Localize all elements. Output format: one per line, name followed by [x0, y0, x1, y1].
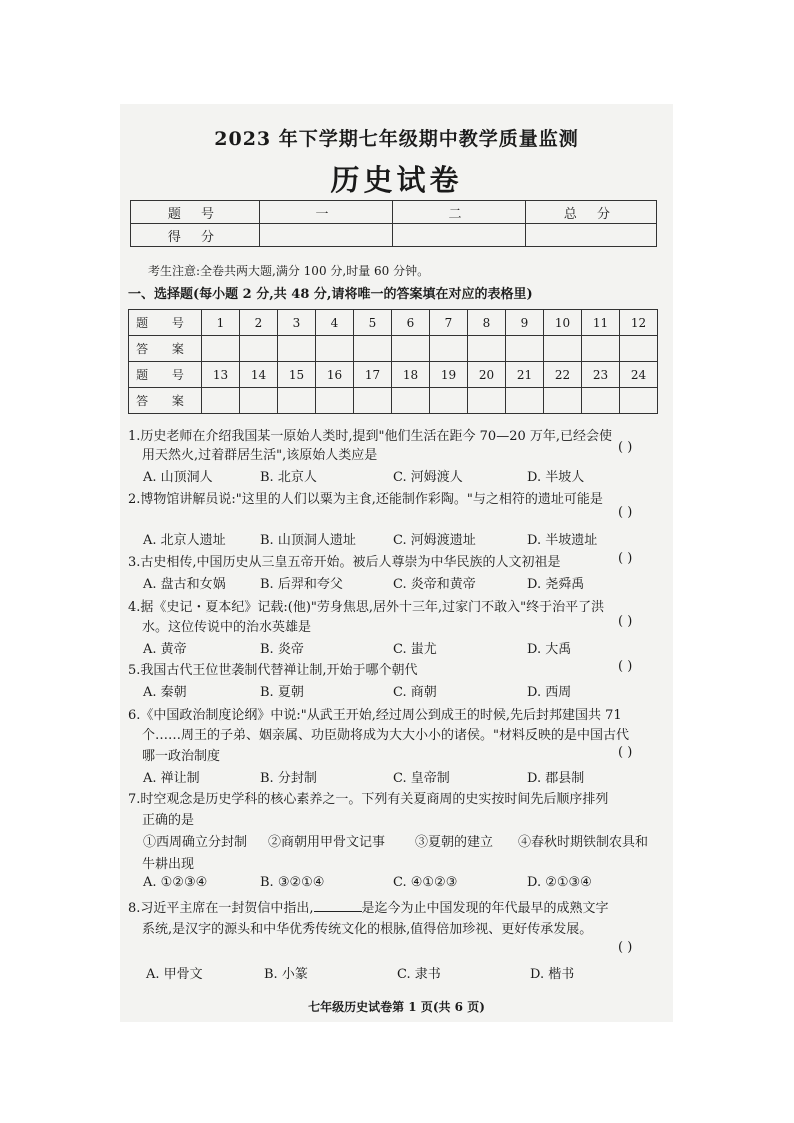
score-cell — [526, 224, 657, 247]
answer-cell[interactable] — [392, 388, 430, 414]
answer-table — [128, 309, 658, 414]
q7-item-4: ④春秋时期铁制农具和 — [518, 835, 649, 850]
question-number: 8 — [468, 310, 506, 336]
q6-option-b: B. 分封制 — [260, 771, 317, 786]
q7-item-3: ③夏朝的建立 — [415, 835, 494, 850]
q7-item-2: ②商朝用甲骨文记事 — [268, 835, 386, 850]
question-number: 23 — [582, 362, 620, 388]
answer-cell[interactable] — [620, 388, 658, 414]
question-number: 20 — [468, 362, 506, 388]
question-number: 9 — [506, 310, 544, 336]
q2-option-d: D. 半坡遗址 — [527, 533, 598, 548]
question-number: 22 — [544, 362, 582, 388]
q3-option-c: C. 炎帝和黄帝 — [393, 577, 476, 592]
answer-cell[interactable] — [468, 336, 506, 362]
answer-cell[interactable] — [544, 388, 582, 414]
question-number: 18 — [392, 362, 430, 388]
q1-text-line2: 用天然火,过着群居生活",该原始人类应是 — [142, 448, 378, 463]
q1-text-line1: 1.历史老师在介绍我国某一原始人类时,提到"他们生活在距今 70—20 万年,已经会使 — [128, 429, 612, 444]
question-number: 2 — [240, 310, 278, 336]
q4-option-c: C. 蚩尤 — [393, 642, 437, 657]
question-number: 5 — [354, 310, 392, 336]
q7-text-line1: 7.时空观念是历史学科的核心素养之一。下列有关夏商周的史实按时间先后顺序排列 — [128, 792, 609, 807]
q3-option-d: D. 尧舜禹 — [527, 577, 585, 592]
question-number: 11 — [582, 310, 620, 336]
q6-answer-paren: ( ) — [618, 745, 633, 760]
answer-cell[interactable] — [316, 388, 354, 414]
q5-text-line1: 5.我国古代王位世袭制代替禅让制,开始于哪个朝代 — [128, 663, 418, 678]
q3-text-line1: 3.古史相传,中国历史从三皇五帝开始。被后人尊崇为中华民族的人文初祖是 — [128, 555, 561, 570]
score-table-col2: 二 — [393, 201, 526, 224]
q7-option-d: D. ②①③④ — [527, 875, 592, 890]
q4-text-line2: 水。这位传说中的治水英雄是 — [142, 620, 312, 635]
answer-cell[interactable] — [240, 388, 278, 414]
q2-option-c: C. 河姆渡遗址 — [393, 533, 476, 548]
answer-cell[interactable] — [278, 388, 316, 414]
question-number: 15 — [278, 362, 316, 388]
score-cell — [260, 224, 393, 247]
q4-option-d: D. 大禹 — [527, 642, 572, 657]
q6-option-c: C. 皇帝制 — [393, 771, 450, 786]
q6-option-d: D. 郡县制 — [527, 771, 585, 786]
answer-table-label-number: 题 号 — [129, 310, 202, 336]
score-table — [130, 200, 657, 247]
q2-answer-paren: ( ) — [618, 505, 633, 520]
q8-option-c: C. 隶书 — [397, 967, 441, 982]
question-number: 1 — [202, 310, 240, 336]
q1-option-b: B. 北京人 — [260, 470, 317, 485]
q8-blank[interactable] — [314, 900, 362, 912]
score-table-total: 总 分 — [526, 201, 657, 224]
q7-text-tail: 牛耕出现 — [142, 857, 195, 872]
question-number: 10 — [544, 310, 582, 336]
q5-option-b: B. 夏朝 — [260, 685, 304, 700]
answer-cell[interactable] — [506, 336, 544, 362]
q8-text-line2: 系统,是汉字的源头和中华优秀传统文化的根脉,值得倍加珍视、更好传承发展。 — [142, 922, 593, 937]
q5-option-a: A. 秦朝 — [143, 685, 187, 700]
q3-answer-paren: ( ) — [618, 551, 633, 566]
q7-option-a: A. ①②③④ — [143, 875, 208, 890]
q2-text-line1: 2.博物馆讲解员说:"这里的人们以粟为主食,还能制作彩陶。"与之相符的遗址可能是 — [128, 492, 603, 507]
score-cell — [393, 224, 526, 247]
answer-cell[interactable] — [506, 388, 544, 414]
q7-item-1: ①西周确立分封制 — [143, 835, 248, 850]
score-table-col1: 一 — [260, 201, 393, 224]
answer-cell[interactable] — [544, 336, 582, 362]
answer-cell[interactable] — [468, 388, 506, 414]
question-number: 12 — [620, 310, 658, 336]
q4-text-line1: 4.据《史记・夏本纪》记载:(他)"劳身焦思,居外十三年,过家门不敢入"终于治平了洪 — [128, 600, 605, 615]
question-number: 17 — [354, 362, 392, 388]
question-number: 6 — [392, 310, 430, 336]
q6-text-line3: 哪一政治制度 — [142, 749, 221, 764]
q4-answer-paren: ( ) — [618, 614, 633, 629]
question-number: 16 — [316, 362, 354, 388]
answer-table-label-answer: 答 案 — [129, 336, 202, 362]
q6-option-a: A. 禅让制 — [143, 771, 200, 786]
answer-cell[interactable] — [354, 336, 392, 362]
q6-text-line1: 6.《中国政治制度论纲》中说:"从武王开始,经过周公到成王的时候,先后封邦建国共 71 — [128, 708, 622, 723]
question-number: 21 — [506, 362, 544, 388]
q2-option-a: A. 北京人遗址 — [143, 533, 226, 548]
q4-option-a: A. 黄帝 — [143, 642, 187, 657]
answer-cell[interactable] — [392, 336, 430, 362]
q8-option-b: B. 小篆 — [264, 967, 308, 982]
q5-option-d: D. 西周 — [527, 685, 572, 700]
question-number: 7 — [430, 310, 468, 336]
q3-option-a: A. 盘古和女娲 — [143, 577, 226, 592]
q8-answer-paren: ( ) — [618, 940, 633, 955]
answer-cell[interactable] — [202, 388, 240, 414]
question-number: 3 — [278, 310, 316, 336]
q8-option-d: D. 楷书 — [530, 967, 575, 982]
answer-cell[interactable] — [316, 336, 354, 362]
question-number: 24 — [620, 362, 658, 388]
exam-subject-title: 历史试卷 — [330, 163, 463, 197]
answer-cell[interactable] — [278, 336, 316, 362]
answer-cell[interactable] — [430, 336, 468, 362]
exam-notice: 考生注意:全卷共两大题,满分 100 分,时量 60 分钟。 — [148, 264, 430, 278]
answer-cell[interactable] — [430, 388, 468, 414]
q1-answer-paren: ( ) — [618, 440, 633, 455]
q1-option-d: D. 半坡人 — [527, 470, 585, 485]
answer-cell[interactable] — [202, 336, 240, 362]
answer-cell[interactable] — [620, 336, 658, 362]
question-number: 19 — [430, 362, 468, 388]
section-title: 一、选择题(每小题 2 分,共 48 分,请将唯一的答案填在对应的表格里) — [128, 287, 533, 302]
q4-option-b: B. 炎帝 — [260, 642, 304, 657]
q8-text-post: 是迄今为止中国发现的年代最早的成熟文字 — [361, 901, 609, 916]
page-footer: 七年级历史试卷第 1 页(共 6 页) — [308, 1000, 485, 1014]
question-number: 13 — [202, 362, 240, 388]
q3-option-b: B. 后羿和夸父 — [260, 577, 343, 592]
answer-cell[interactable] — [582, 388, 620, 414]
q1-option-c: C. 河姆渡人 — [393, 470, 463, 485]
answer-table-label-number: 题 号 — [129, 362, 202, 388]
q7-text-line2: 正确的是 — [142, 813, 195, 828]
q2-option-b: B. 山顶洞人遗址 — [260, 533, 356, 548]
q8-text-pre: 8.习近平主席在一封贺信中指出, — [128, 901, 314, 916]
q5-answer-paren: ( ) — [618, 659, 633, 674]
q8-option-a: A. 甲骨文 — [146, 967, 203, 982]
score-table-label-score: 得 分 — [131, 224, 260, 247]
answer-cell[interactable] — [582, 336, 620, 362]
question-number: 14 — [240, 362, 278, 388]
answer-cell[interactable] — [354, 388, 392, 414]
q8-text-line1 — [128, 897, 609, 916]
q7-option-c: C. ④①②③ — [393, 875, 458, 890]
q5-option-c: C. 商朝 — [393, 685, 437, 700]
q7-option-b: B. ③②①④ — [260, 875, 325, 890]
q1-option-a: A. 山顶洞人 — [143, 470, 213, 485]
answer-cell[interactable] — [240, 336, 278, 362]
q6-text-line2: 个……周王的子弟、姻亲属、功臣勋将成为大大小小的诸侯。"材料反映的是中国古代 — [142, 728, 629, 743]
answer-table-label-answer: 答 案 — [129, 388, 202, 414]
exam-header: 2023 年下学期七年级期中教学质量监测 — [214, 128, 579, 150]
question-number: 4 — [316, 310, 354, 336]
score-table-label-number: 题 号 — [131, 201, 260, 224]
